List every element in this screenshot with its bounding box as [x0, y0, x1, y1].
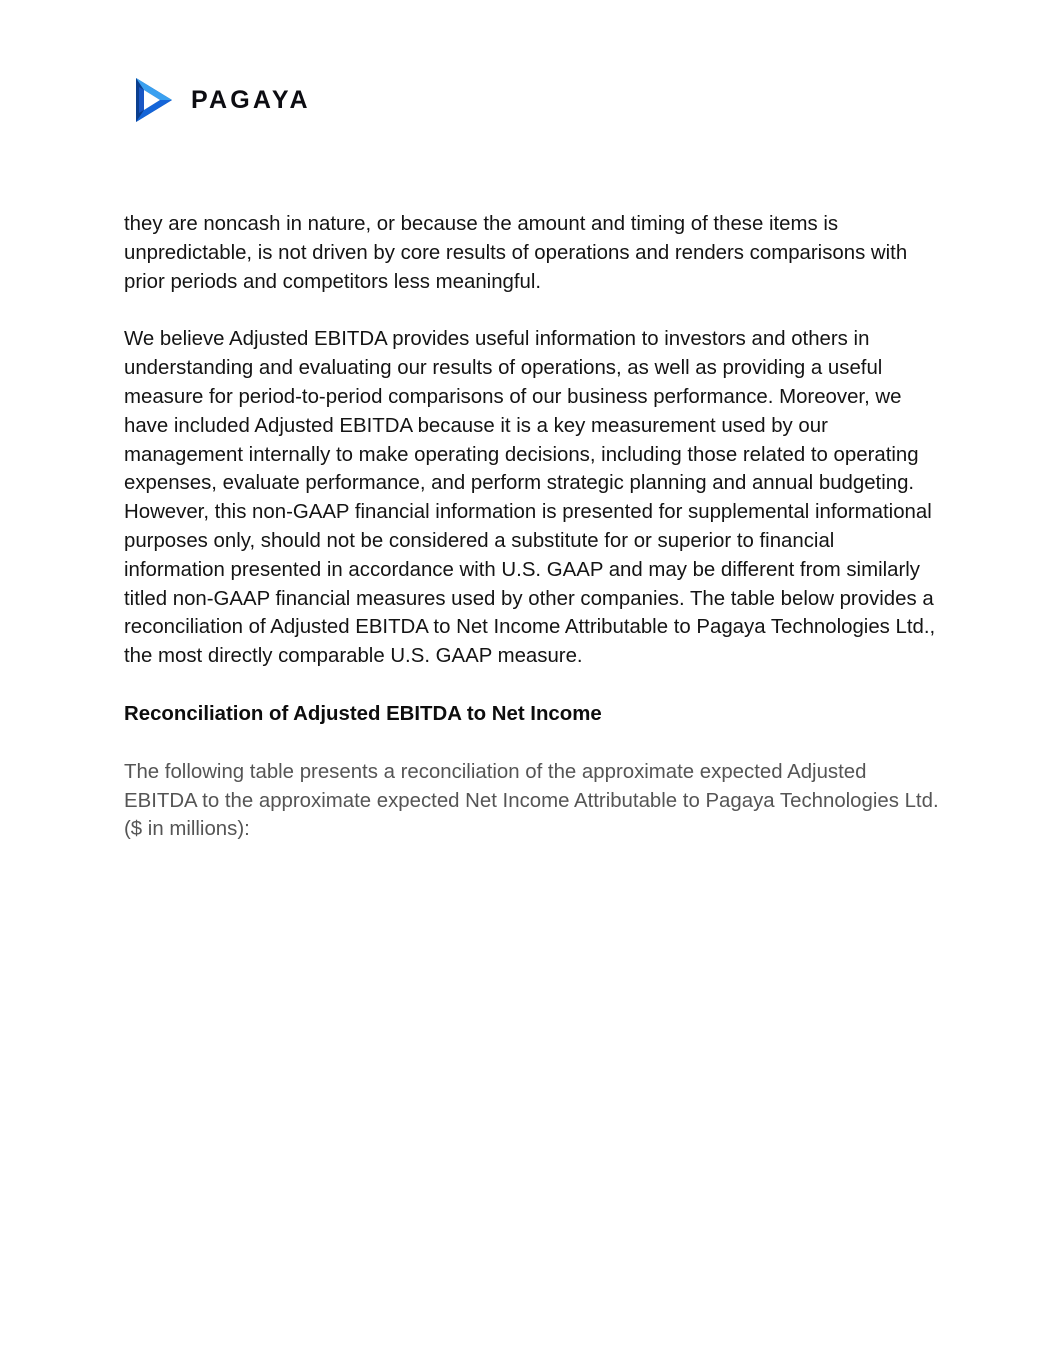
paragraph-noncash: they are noncash in nature, or because the amount and timing of these items is unpredictable, is not driven by core results of operations and renders comparisons with prior periods and competitors less meaningful.: [124, 213, 908, 293]
paragraph-table-intro: The following table presents a reconciliation of the approximate expected Adjusted EBITDA to the approximate expected Net Income Attributable to Pagaya Technologies Ltd. ($ in millions):: [124, 760, 939, 841]
logo-wordmark: PAGAYA: [191, 86, 311, 114]
section-heading: Reconciliation of Adjusted EBITDA to Net Income: [124, 702, 602, 725]
document-body: [124, 210, 939, 873]
pagaya-logo-icon: [133, 76, 175, 124]
paragraph-adjusted-ebitda: We believe Adjusted EBITDA provides useful information to investors and others in understanding and evaluating our results of operations, as well as providing a useful measure for period-to-period comparisons of our business performance. Moreover, we have included Adjusted EBITDA because it is a key measurement used by our management internally to make operating decisions, including those related to operating expenses, evaluate performance, and perform strategic planning and annual budgeting. However, this non-GAAP financial information is presented for supplemental informational purposes only, should not be considered a substitute for or superior to financial information presented in accordance with U.S. GAAP and may be different from similarly titled non-GAAP financial measures used by other companies. The table below provides a reconciliation of Adjusted EBITDA to Net Income Attributable to Pagaya Technologies Ltd., the most directly comparable U.S. GAAP measure.: [124, 328, 936, 668]
company-logo: [133, 76, 311, 124]
